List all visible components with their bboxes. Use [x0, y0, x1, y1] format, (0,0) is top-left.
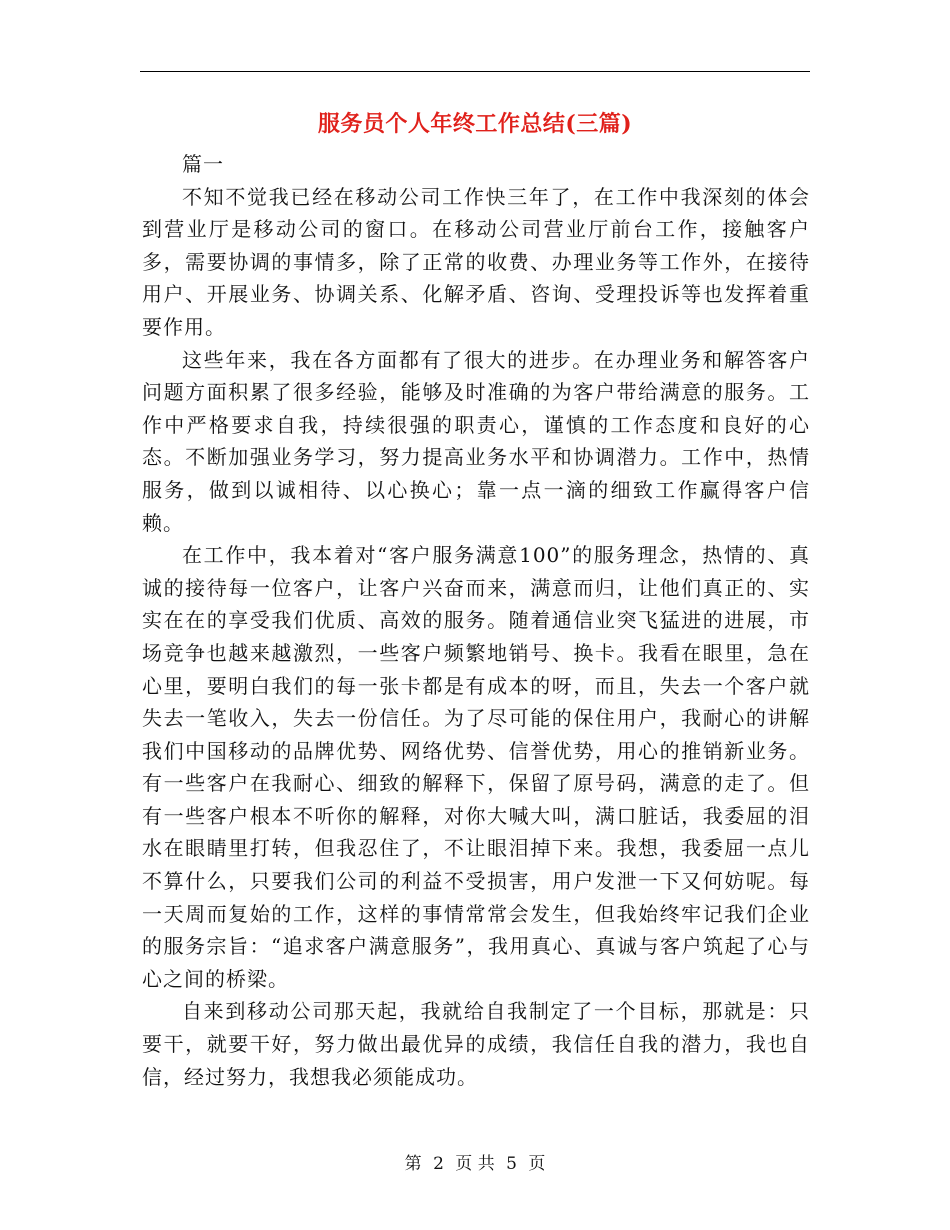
footer-suffix: 页: [528, 1154, 546, 1174]
document-title: 服务员个人年终工作总结(三篇): [317, 111, 633, 137]
section-label: 篇一: [182, 152, 224, 176]
page-footer: [0, 1152, 950, 1176]
paragraph-1: 不知不觉我已经在移动公司工作快三年了，在工作中我深刻的体会到营业厅是移动公司的窗口。在移动公司营业厅前台工作，接触客户多，需要协调的事情多，除了正常的收费、办理业务等工作外，在接待用户、开展业务、协调关系、化解矛盾、咨询、受理投诉等也发挥着重要作用。: [142, 184, 810, 339]
footer-total-pages: 5: [506, 1154, 517, 1174]
footer-prefix: 第: [404, 1154, 422, 1174]
paragraph-4: 自来到移动公司那天起，我就给自我制定了一个目标，那就是：只要干，就要干好，努力做出最优异的成绩，我信任自我的潜力，我也自信，经过努力，我想我必须能成功。: [142, 999, 810, 1089]
header-rule: [140, 71, 810, 72]
footer-middle: 页 共: [455, 1154, 495, 1174]
footer-current-page: 2: [433, 1154, 444, 1174]
paragraph-3: 在工作中，我本着对“客户服务满意100”的服务理念，热情的、真诚的接待每一位客户，让客户兴奋而来，满意而归，让他们真正的、实实在在的享受我们优质、高效的服务。随着通信业突飞猛进的进展，市场竞争也越来越激烈，一些客户频繁地销号、换卡。我看在眼里，急在心里，要明白我们的每一张卡都是有成本的呀，而且，失去一个客户就失去一笔收入，失去一份信任。为了尽可能的保住用户，我耐心的讲解我们中国移动的品牌优势、网络优势、信誉优势，用心的推销新业务。有一些客户在我耐心、细致的解释下，保留了原号码，满意的走了。但有一些客户根本不听你的解释，对你大喊大叫，满口脏话，我委屈的泪水在眼睛里打转，但我忍住了，不让眼泪掉下来。我想，我委屈一点儿不算什么，只要我们公司的利益不受损害，用户发泄一下又何妨呢。每一天周而复始的工作，这样的事情常常会发生，但我始终牢记我们企业的服务宗旨：“追求客户满意服务”，我用真心、真诚与客户筑起了心与心之间的桥梁。: [142, 543, 810, 991]
document-body: [142, 148, 810, 1093]
paragraph-2: 这些年来，我在各方面都有了很大的进步。在办理业务和解答客户问题方面积累了很多经验，能够及时准确的为客户带给满意的服务。工作中严格要求自我，持续很强的职责心，谨慎的工作态度和良好的心态。不断加强业务学习，努力提高业务水平和协调潜力。工作中，热情服务，做到以诚相待、以心换心；靠一点一滴的细致工作赢得客户信赖。: [142, 347, 810, 535]
